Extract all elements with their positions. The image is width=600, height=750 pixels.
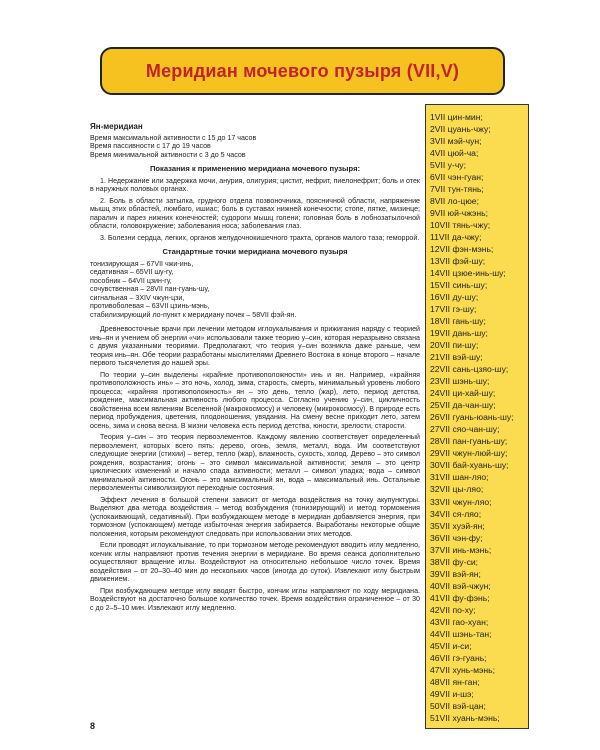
page-title: Меридиан мочевого пузыря (VII,V) [145,60,460,81]
point-item: 4VII цюй-ча; [430,148,479,159]
point-item: 18VII гань-шу; [430,316,486,327]
point-item: 19VII дань-шу; [430,328,488,339]
point-item: 20VII пи-шу; [430,340,479,351]
point-item: 39VII вэй-ян; [430,568,481,579]
body-paragraph: Эффект лечения в большой степени зависит от метода воздействия на точку акупунктуры. Выделяют два метода воздействия – метод возбуждения (тонизирующий) и метод торможения (успокаивающий, седативный). При возбуждающем методе в меридиан добавляется энергия, при тормозном (успокающем) методе избыточная энергия забирается. Выработаны некоторые общие положения, которым рекомендуют следовать при использовании этих методов. [90,495,420,538]
point-item: 34VII ся-ляо; [430,508,482,519]
point-item: 37VII инь-мэнь; [430,544,492,555]
point-item: 35VII хуэй-ян; [430,520,485,531]
title-banner [100,47,505,95]
standard-point-line: тонизирующая – 67VII чжи-инь, [90,259,194,268]
point-item: 12VII фэн-мэнь; [430,244,494,255]
point-item: 8VII ло-цюе; [430,196,479,207]
point-item: 9VII юй-чжэнь; [430,208,489,219]
point-item: 40VII вэй-чжун; [430,580,491,591]
indications-heading: Показания к применению меридиана мочевого пузыря: [149,164,361,173]
indication-item: 1. Недержание или задержка мочи, анурия, олигурия; цистит, нефрит, пиелонефрит; боль и отек в наружных половых органах. [90,176,420,193]
point-item: 11VII да-чжу; [430,232,482,243]
point-item: 3VII мэй-чун; [430,136,482,147]
point-item: 2VII цуань-чжу; [430,124,491,135]
point-item: 51VII хуань-мэнь; [430,712,500,723]
point-item: 5VII у-чу; [430,160,466,171]
yan-meridian-heading: Ян-меридиан [90,122,143,131]
standard-point-line: сигнальная – 3XIV чжун-цзи, [90,293,185,302]
point-item: 47VII хунь-мэнь; [430,664,496,675]
point-item: 1VII цин-мин; [430,112,483,122]
point-item: 48VII ян-ган; [430,676,480,687]
body-paragraph: Теория у–син – это теория первоэлементов. Каждому явлению соответствует определенный первоэлемент, которых всего пять: дерево, огонь, земля, металл, вода. Им соответствуют следующие энергии (стихии) – ветер, тепло (жар), влажность, сухость, холод. Дерево – это символ рождения, возрастания; огонь – это символ максимальной активности; земля – это центр циклических изменений и начало спада активности; металл – символ упадка; вода – символ минимальной активности. Огонь – это максимальный ян, вода – максимальный инь. Остальные первоэлементы символизируют переходные состояния. [90,433,420,492]
point-item: 10VII тянь-чжу; [430,220,491,231]
point-item: 43VII гао-хуан; [430,616,489,627]
point-item: 38VII фу-си; [430,556,479,567]
body-paragraph: Древневосточные врачи при лечении методом иглоукалывания и прижигания наряду с теорией инь–ян и учением об энергии «чи» использовали также теорию у–син, которая неразрывно связана с двумя указанными теориями. Предполагают, что теория у–син возникла даже раньше, чем теория инь–ян. Обе теории разработаны мыслителями Древнего Востока в конце второго – начале первого тысячелетия до нашей эры. [90,325,420,367]
standard-points-heading: Стандартные точки меридиана мочевого пузыря [162,247,348,256]
point-item: 26VII гуань-юань-шу; [430,412,514,423]
point-item: 23VII шэнь-шу; [430,376,490,387]
page-number: 8 [90,721,96,731]
point-item: 45VII и-си; [430,640,472,651]
standard-point-line: пособник – 64VII цзин-гу, [90,276,172,285]
point-item: 36VII чэн-фу; [430,532,483,543]
indication-item: 2. Боль в области затылка, грудного отдела позвоночника, поясничной области, напряжение мышц этих областей, люмбаго, ишиас; боль в суставах нижней конечности; стопе, пятке, мизинце; паралич и парез нижних конечностей; судороги мышц голени; головная боль в лобнозатылочной области, головокружение; заболевания носа; заболевания глаз. [90,196,420,230]
point-item: 27VII сяо-чан-шу; [430,424,500,435]
point-item: 6VII чэн-гуан; [430,172,484,183]
standard-point-line: сочувственная – 28VII пан-гуань-шу, [90,285,210,293]
body-paragraph: По теории у–син выделены «крайние противоположности» инь и ян. Например, «крайняя противоположность инь» – это ночь, холод, зима, старость, смерть, минимальный уровень любого процесса; «крайняя противоположность» ян – это день, тепло (жар), лето, период детства, рождение, максимальная активность любого процесса. Согласно учению у–син, цикличность свойственна всем явлениям Вселенной (макрокосмосу) и человеку (микрокосмосу). В природе есть период пробуждения, цветения, плодоношения, увядания. На смену весне приходит лето, затем осень, зима и снова весна. В жизни человека есть период детства, юности, зрелости, старости. [90,370,420,430]
point-item: 49VII и-шэ; [430,688,474,699]
point-item: 29VII чжун-люй-шу; [430,448,508,459]
point-item: 17VII гэ-шу; [430,304,477,315]
point-item: 46VII гэ-гуань; [430,652,487,663]
activity-line: Время пассивности с 17 до 19 часов [90,142,211,150]
indication-item: 3. Болезни сердца, легких, органов желудочнокишечного тракта, органов малого таза; геморрой. [100,233,420,242]
body-paragraph: Если проводят иглоукалывание, то при тормозном методе рекомендуют вводить иглу медленно, кончик иглы направляют против течения энергии в меридиане. Во время сеанса дополнительно осуществляют вращение иглы. Воздействуют на относительно небольшое число точек. Время воздействия – от 20–30–40 мин до нескольких часов (иногда до суток). Извлекают иглу быстрым движением. [90,541,420,583]
point-item: 31VII шан-ляо; [430,472,489,483]
point-item: 41VII фу-фэнь; [430,592,490,603]
point-item: 16VII ду-шу; [430,292,479,303]
point-item: 22VII сань-цзяо-шу; [430,364,509,375]
point-item: 28VII пан-гуань-шу; [430,436,508,447]
point-item: 30VII бай-хуань-шу; [430,460,509,471]
point-item: 7VII тун-тянь; [430,184,484,195]
activity-line: Время минимальной активности с 3 до 5 часов [90,150,246,159]
point-item: 42VII по-ху; [430,604,476,615]
body-paragraph: При возбуждающем методе иглу вводят быстро, кончик иглы направляют по ходу меридиана. Воздействуют на достаточно большое количество точек. Время воздействия ограниченное – от 30 с до 2–5–10 мин. Извлекают иглу медленно. [90,586,420,612]
point-item: 21VII вэй-шу; [430,352,483,363]
point-item: 14VII цзюе-инь-шу; [430,268,506,279]
standard-point-line: седативная – 65VII шу-гу, [90,268,174,276]
standard-point-line: противоболевая – 63VII цзинь-мэнь, [90,302,210,310]
point-item: 13VII фэй-шу; [430,256,486,267]
point-item: 25VII да-чан-шу; [430,400,496,411]
point-item: 50VII вэй-цан; [430,700,486,711]
standard-point-line: стабилизирующий ло-пункт к меридиану почек – 58VII фэй-ян. [90,310,297,319]
activity-line: Время максимальной активности с 15 до 17 часов [90,133,257,142]
main-text [90,123,420,612]
point-item: 32VII цы-ляо; [430,484,484,495]
point-item: 33VII чжун-ляо; [430,496,492,507]
point-item: 24VII ци-хай-шу; [430,388,496,399]
points-sidebar [425,104,529,729]
point-item: 15VII синь-шу; [430,280,488,291]
point-item: 44VII шэнь-тан; [430,628,492,639]
